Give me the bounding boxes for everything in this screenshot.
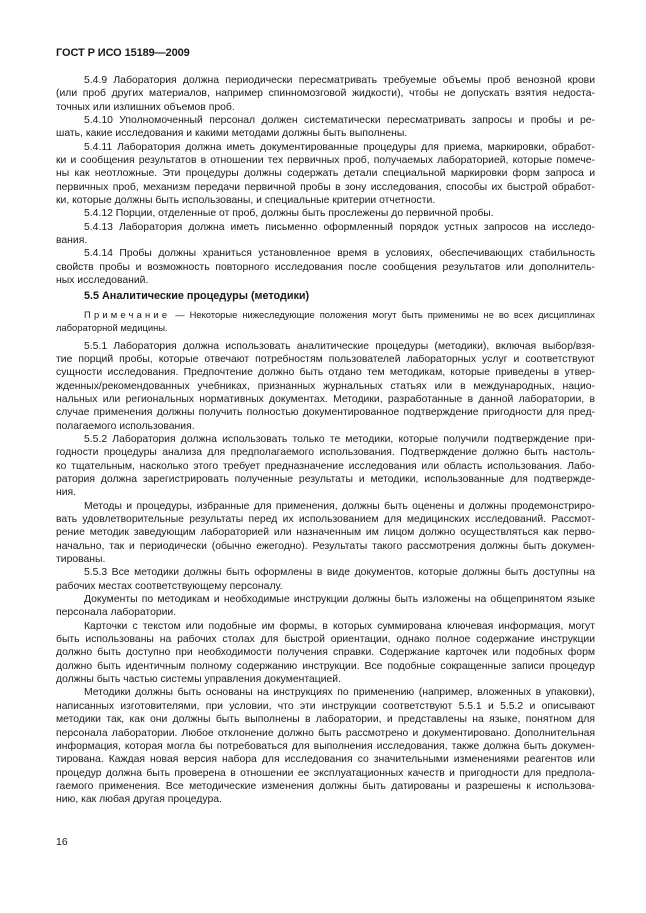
paragraph-5-5-1 (56, 340, 595, 433)
text-line: ратория должна зарегистрировать полученные результаты и методики, использованные для подтвержде- (56, 473, 595, 485)
text-line: свойств пробы и возможность повторного исследования после сообщения результатов или дополнитель- (56, 261, 595, 273)
text-line: 5.5.2 Лаборатория должна использовать только те методики, которые получили подтверждение при- (84, 433, 595, 445)
paragraph-basis (56, 686, 595, 806)
text-line: первичных проб, механизм передачи первичной пробы в зону исследования, способы их быстрой обработ- (56, 181, 595, 193)
text-line: шать, какие исследования и какими методами должны быть выполнены. (56, 128, 408, 140)
text-line: должны быть частью системы управления документацией. (56, 674, 342, 686)
text-line: рабочих местах соответствующему персоналу. (56, 580, 283, 592)
paragraph-5-5-3 (56, 566, 595, 593)
note-line (56, 308, 595, 321)
note-text: — Некоторые нижеследующие положения могут быть применимы не во всех дисциплинах (170, 308, 595, 320)
text-line: быть использованы на рабочих столах для быстрой ориентации, однако полное содержание инструкции (56, 634, 595, 646)
paragraph-methods (56, 500, 595, 567)
document-header: ГОСТ Р ИСО 15189—2009 (56, 47, 190, 59)
text-line: 5.5.3 Все методики должны быть оформлены в виде документов, которые должны быть доступны на (84, 567, 595, 579)
text-line: рение методик заведующим лабораторией или назначенным им лицом должно осуществляться как перво- (56, 527, 595, 539)
note-label: Примечание (84, 308, 171, 320)
text-line: сущности исследования. Предпочтение должно быть отдано тем методикам, которые приведены в утвер- (56, 367, 595, 379)
text-line: информация, которая могла бы потребоваться для выполнения исследования, также должна быть докумен- (56, 740, 595, 752)
text-line: ны как неотложные. Эти процедуры должны содержать детали специальной маркировки форм запроса и (56, 168, 595, 180)
page-number: 16 (56, 836, 68, 848)
text-line: тирована. Каждая новая версия набора для исследования со значительными изменениями реагентов или (56, 754, 595, 766)
text-line: гаемого применения. Все методические изменения должны быть датированы и разрешены к использова- (56, 780, 595, 792)
note-block (56, 308, 595, 335)
text-line: персонала лаборатории. Любое отклонение должно быть рассмотрено и документировано. Дополнительная (56, 727, 595, 739)
text-line: 5.4.9 Лаборатория должна периодически пересматривать требуемые объемы проб венозной крови (84, 75, 595, 86)
text-line: случае применения должны получить полностью документированное подтверждение пригодности для пред- (56, 407, 595, 419)
text-line: тированы. (56, 554, 106, 566)
text-line: Методики должны быть основаны на инструкциях по применению (например, вложенных в упаковки), (84, 687, 595, 699)
paragraph-5-4-14 (56, 247, 595, 287)
text-line: начально, так и периодически (обычно ежегодно). Результаты такого рассмотрения должны быть докумен- (56, 540, 595, 552)
text-line: должно быть доступно при необходимости получения справки. Содержание карточек или подобных форм (56, 647, 595, 659)
text-line: методики так, как они должны быть выполнены в лаборатории, и представлены на языке, понятном для (56, 714, 595, 726)
text-line: вания. (56, 235, 88, 247)
text-line: ных исследований. (56, 275, 149, 287)
document-body (56, 74, 595, 807)
text-line: 5.4.11 Лаборатория должна иметь документированные процедуры для приема, маркировки, обработ- (84, 141, 595, 153)
text-line: (или проб других материалов, например спинномозговой жидкости), чтобы не допускать взятия недоста- (56, 88, 595, 100)
text-line: ко тщательным, насколько этого требует предназначение исследования или область использования. Лабо- (56, 460, 595, 472)
section-heading: 5.5 Аналитические процедуры (методики) (84, 289, 310, 302)
text-line: жденных/рекомендованных учебниках, признанных журнальных статьях или в международных, нацио- (56, 380, 595, 392)
text-line: ния. (56, 487, 77, 499)
text-line: ки и сообщения результатов в отношении тех первичных проб, получаемых лабораторией, которые помече- (56, 155, 595, 167)
paragraph-documents (56, 593, 595, 620)
paragraph-5-4-13 (56, 221, 595, 248)
text-line: вать удовлетворительные результаты перед их использованием для медицинских исследований. Рассмот- (56, 514, 595, 525)
text-line: точных или излишних объемов проб. (56, 101, 235, 113)
text-line: 5.4.13 Лаборатория должна иметь письменно оформленный порядок устных запросов на исследо- (84, 221, 595, 233)
text-line: 5.4.10 Уполномоченный персонал должен систематически пересматривать запросы и пробы и ре- (84, 115, 595, 127)
paragraph-5-5-2 (56, 433, 595, 500)
paragraph-5-4-11 (56, 141, 595, 208)
text-line: тие порций пробы, которые отвечают потребностям пользователей лабораторных услуг и соответствуют (56, 353, 595, 365)
text-line: нию, как любая другая процедура. (56, 794, 222, 806)
text-line: 5.4.12 Порции, отделенные от проб, должны быть прослежены до первичной пробы. (84, 208, 494, 220)
text-line: ки, которые должны быть использованы, и специальные критерии отчетности. (56, 195, 436, 207)
text-line: годности процедуры анализа для предполагаемого использования. Подтверждение должно быть настоль- (56, 447, 595, 459)
text-line: нальных или региональных нормативных документах. Методики, разработанные в данной лаборатории, в (56, 393, 595, 405)
paragraph-5-4-9 (56, 74, 595, 114)
text-line: Карточки с текстом или подобные им формы, в которых суммирована ключевая информация, могут (84, 620, 595, 632)
text-line: персонала лаборатории. (56, 607, 177, 619)
text-line: 5.4.14 Пробы должны храниться установленное время в условиях, обеспечивающих стабильность (84, 248, 595, 260)
text-line: написанных изготовителями, при условии, что эти инструкции соответствуют 5.5.1 и 5.5.2 и описывают (56, 700, 595, 712)
text-line: полагаемого использования. (56, 420, 195, 432)
paragraph-cards (56, 620, 595, 687)
paragraph-5-4-10 (56, 114, 595, 141)
paragraph-5-4-12 (56, 207, 595, 220)
text-line: должно быть идентичным полному содержанию инструкции. Все подобные сокращенные записи процедур (56, 660, 595, 672)
text-line: Документы по методикам и необходимые инструкции должны быть изложены на общепринятом языке (84, 594, 595, 606)
text-line: Методы и процедуры, избранные для применения, должны быть оценены и должны продемонстриро- (84, 500, 595, 512)
text-line: процедур должна быть проверена в отношении ее эксплуатационных качеств и пригодности для предпола- (56, 767, 595, 779)
text-line: 5.5.1 Лаборатория должна использовать аналитические процедуры (методики), включая выбор/взя- (84, 340, 595, 352)
note-line: лабораторной медицины. (56, 322, 168, 334)
